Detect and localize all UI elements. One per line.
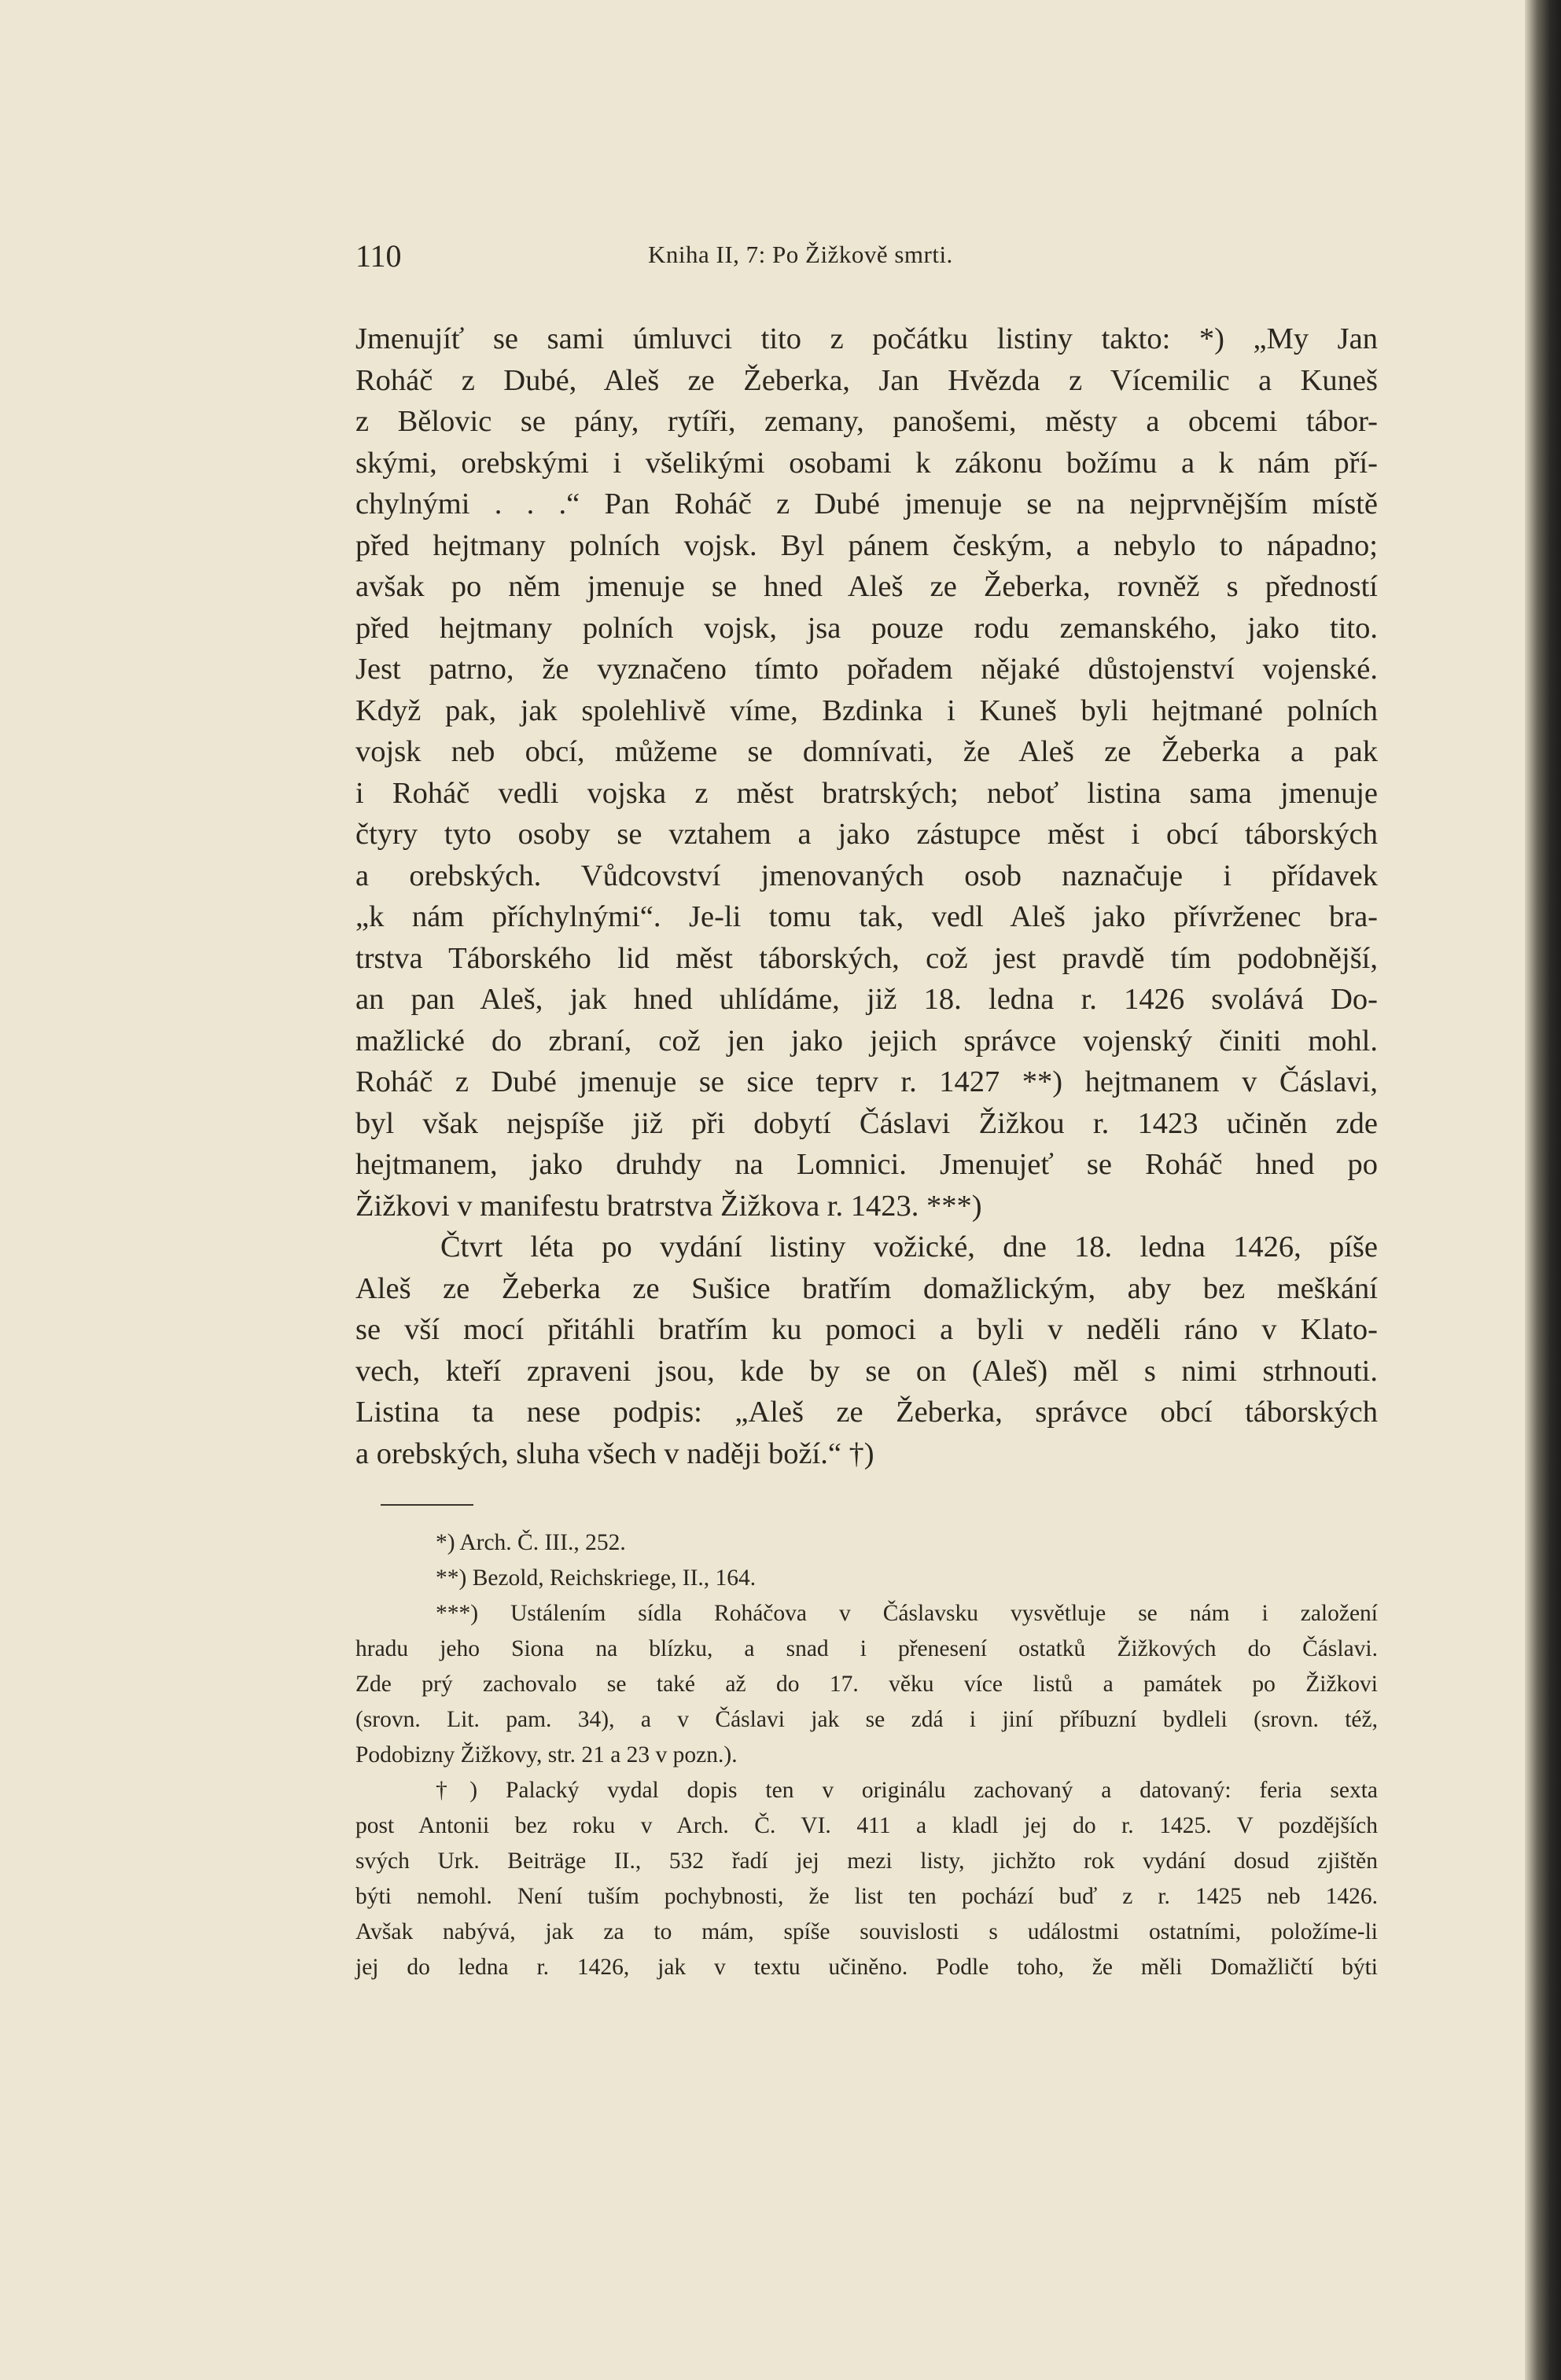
footnote-line: ***) Ustálením sídla Roháčova v Čáslavsku vysvětluje se nám i založení (436, 1601, 1378, 1626)
text-line: i Roháč vedli vojska z měst bratrských; neboť listina sama jmenuje (355, 776, 1378, 810)
text-line: Roháč z Dubé, Aleš ze Žeberka, Jan Hvězda z Vícemilic a Kuneš (355, 363, 1378, 397)
text-line: skými, orebskými i všelikými osobami k zákonu božímu a k nám pří- (355, 446, 1378, 480)
text-line: se vší mocí přitáhli bratřím ku pomoci a byli v neděli ráno v Klato- (355, 1313, 1378, 1346)
text-line: „k nám příchylnými“. Je-li tomu tak, vedl Aleš jako přívrženec bra- (355, 900, 1378, 933)
main-text (355, 318, 1378, 1474)
footnote: *) Arch. Č. III., 252. (436, 1530, 626, 1555)
footnote-divider (381, 1504, 473, 1506)
book-spine-edge (1525, 0, 1561, 2380)
text-line: Jmenujíť se sami úmluvci tito z počátku listiny takto: *) „My Jan (355, 322, 1378, 355)
footnote-line: jej do ledna r. 1426, jak v textu učiněno. Podle toho, že měli Domažličtí býti (355, 1955, 1378, 1980)
footnote-line: (srovn. Lit. pam. 34), a v Čáslavi jak se zdá i jiní příbuzní bydleli (srovn. též, (355, 1707, 1378, 1732)
page-number: 110 (355, 238, 402, 274)
text-line: byl však nejspíše již při dobytí Čáslavi Žižkou r. 1423 učiněn zde (355, 1106, 1378, 1140)
footnote-line: býti nemohl. Není tuším pochybnosti, že list ten pochází buď z r. 1425 neb 1426. (355, 1884, 1378, 1909)
text-line: z Bělovic se pány, rytíři, zemany, panošemi, městy a obcemi tábor- (355, 405, 1378, 438)
footnote-line: post Antonii bez roku v Arch. Č. VI. 411 a kladl jej do r. 1425. V pozdějších (355, 1813, 1378, 1838)
text-line: Když pak, jak spolehlivě víme, Bzdinka i Kuneš byli hejtmané polních (355, 693, 1378, 727)
text-line: Roháč z Dubé jmenuje se sice teprv r. 1427 **) hejtmanem v Čáslavi, (355, 1065, 1378, 1098)
page-header (355, 237, 1063, 277)
footnote-line: svých Urk. Beiträge II., 532 řadí jej mezi listy, jichžto rok vydání dosud zjištěn (355, 1848, 1378, 1874)
text-line: hejtmanem, jako druhdy na Lomnici. Jmenujeť se Roháč hned po (355, 1148, 1378, 1181)
text-line: chylnými . . .“ Pan Roháč z Dubé jmenuje se na nejprvnějším místě (355, 487, 1378, 521)
text-line: an pan Aleš, jak hned uhlídáme, již 18. ledna r. 1426 svolává Do- (355, 983, 1378, 1016)
running-head: Kniha II, 7: Po Žižkově smrti. (648, 241, 953, 268)
footnote: **) Bezold, Reichskriege, II., 164. (436, 1565, 757, 1591)
footnote-line: Avšak nabývá, jak za to mám, spíše souvislosti s událostmi ostatními, položíme-li (355, 1919, 1378, 1944)
text-line: avšak po něm jmenuje se hned Aleš ze Žeberka, rovněž s předností (355, 570, 1378, 603)
text-line: vech, kteří zpraveni jsou, kde by se on (Aleš) měl s nimi strhnouti. (355, 1354, 1378, 1388)
text-line: Aleš ze Žeberka ze Sušice bratřím domažlickým, aby bez meškání (355, 1271, 1378, 1305)
text-line: Čtvrt léta po vydání listiny vožické, dne 18. ledna 1426, píše (440, 1230, 1378, 1264)
footnote-line: †) Palacký vydal dopis ten v originálu zachovaný a datovaný: feria sexta (436, 1778, 1378, 1803)
footnote-line: Podobizny Žižkovy, str. 21 a 23 v pozn.). (355, 1742, 738, 1768)
text-line: vojsk neb obcí, můžeme se domnívati, že Aleš ze Žeberka a pak (355, 735, 1378, 768)
text-line: a orebských, sluha všech v naději boží.“ †) (355, 1436, 874, 1470)
text-line: Listina ta nese podpis: „Aleš ze Žeberka, správce obcí táborských (355, 1396, 1378, 1429)
footnote-line: hradu jeho Siona na blízku, a snad i přenesení ostatků Žižkových do Čáslavi. (355, 1636, 1378, 1661)
footnotes (355, 1525, 1378, 1985)
text-line: Žižkovi v manifestu bratrstva Žižkova r. 1423. ***) (355, 1189, 982, 1223)
text-line: trstva Táborského lid měst táborských, což jest pravdě tím podobnější, (355, 941, 1378, 975)
text-line: před hejtmany polních vojsk, jsa pouze rodu zemanského, jako tito. (355, 611, 1378, 645)
footnote-line: Zde prý zachovalo se také až do 17. věku více listů a památek po Žižkovi (355, 1672, 1378, 1697)
text-line: před hejtmany polních vojsk. Byl pánem českým, a nebylo to nápadno; (355, 528, 1378, 562)
text-line: Jest patrno, že vyznačeno tímto pořadem nějaké důstojenství vojenské. (355, 653, 1378, 686)
text-line: a orebských. Vůdcovství jmenovaných osob naznačuje i přídavek (355, 859, 1378, 892)
text-line: čtyry tyto osoby se vztahem a jako zástupce měst i obcí táborských (355, 818, 1378, 851)
text-line: mažlické do zbraní, což jen jako jejich správce vojenský činiti mohl. (355, 1024, 1378, 1058)
